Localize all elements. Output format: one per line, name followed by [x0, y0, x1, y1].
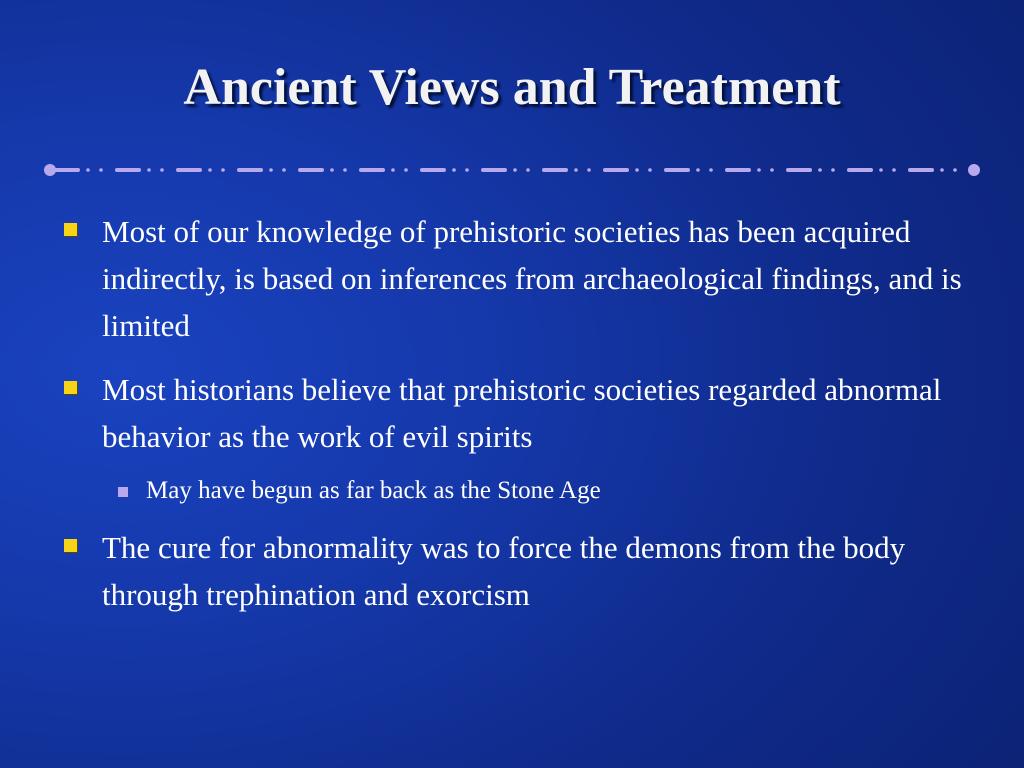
bullet-text: Most of our knowledge of prehistoric societies has been acquired indirectly, is based on inferences from archaeological findings, and is limited — [102, 214, 962, 343]
decorative-divider — [40, 158, 984, 182]
square-bullet-icon — [64, 381, 77, 394]
slide-title: Ancient Views and Treatment — [183, 59, 841, 116]
bullet-item-1 — [62, 208, 962, 349]
sub-bullet-text: May have begun as far back as the Stone Age — [146, 477, 601, 504]
bullet-list — [62, 208, 962, 635]
bullet-item-2 — [62, 366, 962, 460]
bullet-item-3 — [62, 524, 962, 618]
bullet-text: Most historians believe that prehistoric societies regarded abnormal behavior as the work of evil spirits — [102, 372, 942, 454]
square-bullet-icon — [64, 223, 77, 236]
bullet-text: The cure for abnormality was to force the demons from the body through trephination and exorcism — [102, 530, 906, 612]
sub-bullet-item-1 — [62, 474, 962, 508]
square-bullet-icon — [64, 539, 77, 552]
square-sub-bullet-icon — [118, 487, 128, 497]
